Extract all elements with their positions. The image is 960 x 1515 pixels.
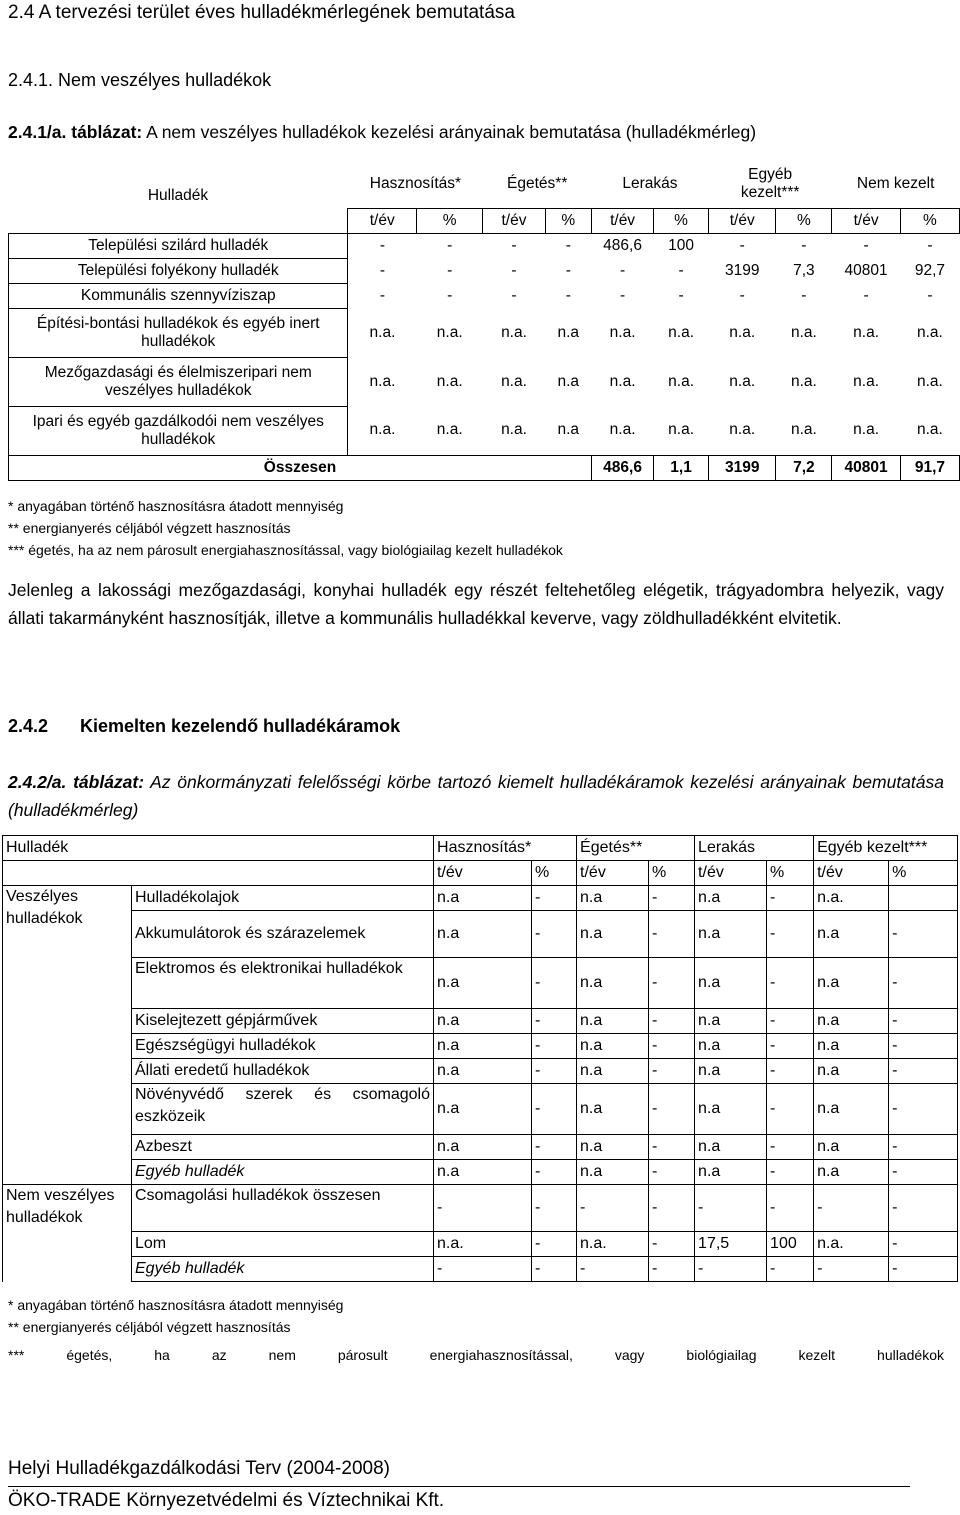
table2-header-row (3, 836, 958, 861)
table1-unit: % (900, 208, 959, 233)
table1-cell: - (565, 286, 571, 304)
table2-cell: - (767, 1160, 814, 1185)
table2-group-header: Égetés** (577, 836, 695, 861)
table2-row-label: Elektromos és elektronikai hulladékok (132, 958, 434, 1009)
table2-row (3, 1059, 958, 1084)
table2-unit: % (767, 861, 814, 886)
table1-cell: 40801 (844, 261, 888, 279)
table1-cell: 100 (668, 236, 695, 254)
table1-note: *** égetés, ha az nem párosult energiahasznosítással, vagy biológiailag kezelt hulladékok (8, 542, 563, 558)
table1-total-cell: 91,7 (900, 455, 959, 480)
table1-unit: t/év (348, 208, 417, 233)
table1-body (9, 233, 960, 455)
table2-note: *** égetés, ha az nem párosult energiahasznosítással, vagy biológiailag kezelt hulladékok (8, 1347, 944, 1363)
table1-cell: n.a. (853, 421, 880, 439)
table2-cell: - (767, 1084, 814, 1135)
table2-group-header: Lerakás (695, 836, 814, 861)
table1-cell: - (739, 286, 745, 304)
table1 (8, 160, 960, 481)
table1-cell: - (565, 261, 571, 279)
table2-row (3, 1232, 958, 1257)
table1-unit: t/év (708, 208, 775, 233)
table1-cell: - (619, 261, 626, 279)
table2-row-label: Kiselejtezett gépjárművek (132, 1009, 434, 1034)
table2-cell: - (532, 911, 577, 958)
table1-cell: - (379, 261, 386, 279)
table1-cell: - (379, 236, 386, 254)
table2-cell: n.a (695, 1084, 767, 1135)
table1-unit: t/év (591, 208, 653, 233)
table2-row-label: Azbeszt (132, 1135, 434, 1160)
table1-cell: - (511, 236, 517, 254)
body-paragraph: Jelenleg a lakossági mezőgazdasági, konyhai hulladék egy részét feltehetőleg elégetik, trágyadombra helyezik, vagy állati takarmányként hasznosítják, illetve a kommunális hulladékkal keverve, vagy zöldhulladékként elvitetik. (8, 580, 944, 628)
table2-cell: n.a (434, 1084, 532, 1135)
table2-row (3, 958, 958, 1009)
table2-row (3, 1084, 958, 1135)
table2-cell: n.a (814, 1034, 889, 1059)
table2-row (3, 911, 958, 958)
table2-cell: - (649, 1160, 695, 1185)
table1-total-row (9, 455, 960, 480)
table1-cell: 486,6 (603, 236, 642, 254)
table1-cell: n.a. (668, 421, 694, 439)
table1-group-header: Nem kezelt (856, 174, 935, 192)
table2-cell: - (649, 1185, 695, 1232)
table2-unit: t/év (434, 861, 532, 886)
table2-note: * anyagában történő hasznosításra átadott mennyiség (8, 1297, 344, 1313)
table1-note: ** energianyerés céljából végzett hasznosítás (8, 520, 291, 536)
table1-cell: n.a. (729, 372, 756, 390)
table2-cell: - (889, 1009, 958, 1034)
table1-cell: n.a. (436, 323, 463, 341)
table2-cell: - (649, 1135, 695, 1160)
table2-row-label: Egyéb hulladék (132, 1257, 434, 1282)
table2-cell: 100 (767, 1232, 814, 1257)
table1-cell: - (678, 261, 684, 279)
table2-cell: - (889, 911, 958, 958)
table2-cell: - (532, 886, 577, 911)
table2-cell: n.a (814, 1009, 889, 1034)
table2-unit: t/év (814, 861, 889, 886)
table1-cell: - (801, 286, 807, 304)
table2-cell: - (434, 1257, 532, 1282)
table1-cell: n.a. (369, 323, 396, 341)
table2-row-label: Hulladékolajok (132, 886, 434, 911)
table1-cell: - (863, 286, 869, 304)
table1-total-cell: 1,1 (654, 455, 709, 480)
table2-cell: - (649, 1084, 695, 1135)
table1-cell: n.a. (501, 372, 527, 390)
subsection-heading: 2.4.1. Nem veszélyes hulladékok (8, 70, 272, 90)
table2-cell: n.a (577, 1160, 649, 1185)
table1-row-label: Mezőgazdasági és élelmiszeripari nem veszélyes hulladékok (9, 357, 348, 406)
table2-unit: t/év (695, 861, 767, 886)
table2-group-header: Egyéb kezelt*** (814, 836, 958, 861)
table1-total-cell: 7,2 (776, 455, 832, 480)
table1-cell: 92,7 (914, 261, 945, 279)
table2-row-label: Növényvédő szerek és csomagoló eszközeik (132, 1084, 434, 1135)
table2-notes (8, 1294, 944, 1366)
table1-cell: 3199 (724, 261, 760, 279)
table1-unit: % (776, 208, 832, 233)
table1-note: * anyagában történő hasznosításra átadott mennyiség (8, 498, 344, 514)
table2-cell: - (649, 1009, 695, 1034)
table1-group-header: Egyéb kezelt*** (740, 165, 800, 201)
table1-group-header: Hasznosítás* (369, 174, 462, 192)
table2-cell: - (649, 958, 695, 1009)
table2-cell: - (649, 1257, 695, 1282)
table2-cell: n.a (577, 1034, 649, 1059)
table2-cell: - (814, 1185, 889, 1232)
table2-cell: - (532, 1135, 577, 1160)
table1-cell: - (619, 286, 626, 304)
table1-cell: n.a (557, 323, 580, 341)
table2-cell: n.a. (814, 886, 889, 911)
table2-cell: n.a (814, 1135, 889, 1160)
table2-unit: % (889, 861, 958, 886)
table2-cell: n.a (695, 958, 767, 1009)
table1-caption-text: A nem veszélyes hulladékok kezelési arányainak bemutatása (hulladékmérleg) (142, 122, 757, 142)
table1-row (9, 233, 960, 258)
table2-cell: - (434, 1185, 532, 1232)
footer-rule (8, 1486, 910, 1487)
table2-category: Nem veszélyes hulladékok (3, 1185, 132, 1282)
table1-row (9, 406, 960, 455)
table2-category: Veszélyes hulladékok (3, 886, 132, 1185)
table2-cell: - (767, 1034, 814, 1059)
table2-cell: n.a (577, 1059, 649, 1084)
table2-cell: - (649, 911, 695, 958)
table2-cell: n.a (695, 886, 767, 911)
table1-cell: - (801, 236, 807, 254)
table2-row (3, 886, 958, 911)
table1-cell: n.a. (790, 372, 817, 390)
table1-caption-prefix: 2.4.1/a. táblázat: (8, 122, 143, 142)
table2-cell: - (889, 1135, 958, 1160)
table1-cell: - (863, 236, 869, 254)
table1-cell: n.a. (436, 421, 463, 439)
table2-row-label: Egészségügyi hulladékok (132, 1034, 434, 1059)
table1-total-cell: 486,6 (591, 455, 653, 480)
table2-cell: - (814, 1257, 889, 1282)
table2-units-row (3, 861, 958, 886)
table2-cell: - (532, 1257, 577, 1282)
table1-cell: n.a. (916, 372, 943, 390)
table1-row-label: Települési folyékony hulladék (9, 258, 348, 283)
table1-caption (8, 122, 756, 143)
table2-cell: n.a (814, 1059, 889, 1084)
table2-cell: n.a (577, 1009, 649, 1034)
table2-cell: - (889, 1084, 958, 1135)
table2-cell: - (532, 1034, 577, 1059)
table1-cell: n.a. (501, 323, 527, 341)
table1-cell: n.a. (853, 323, 880, 341)
table1-unit: % (416, 208, 482, 233)
table1-total-label: Összesen (9, 455, 592, 480)
table2-cell: - (767, 1009, 814, 1034)
table2-caption (8, 768, 944, 824)
table2-cell: n.a (814, 1084, 889, 1135)
table2-cell: - (695, 1257, 767, 1282)
table1-cell: n.a. (369, 421, 396, 439)
table1-cell: - (447, 236, 453, 254)
table1-cell: n.a. (853, 372, 880, 390)
table1-cell: - (678, 286, 684, 304)
table2-cell: n.a (434, 1160, 532, 1185)
table1-cell: - (739, 236, 745, 254)
table2-row (3, 1185, 958, 1232)
section2-number: 2.4.2 (8, 716, 49, 736)
table2-cell: - (577, 1257, 649, 1282)
table2 (2, 835, 958, 1282)
table1-header-row (9, 160, 960, 208)
table2-cell: n.a (577, 911, 649, 958)
table2-cell: n.a (434, 1135, 532, 1160)
table2-group-header: Hasznosítás* (434, 836, 577, 861)
table2-cell: n.a (434, 958, 532, 1009)
table2-cell: n.a (695, 911, 767, 958)
table2-unit: t/év (577, 861, 649, 886)
table2-row-label: Csomagolási hulladékok összesen (132, 1185, 434, 1232)
table2-cell: - (767, 1135, 814, 1160)
table1-cell: n.a. (668, 372, 694, 390)
table1-unit: t/év (832, 208, 901, 233)
table1-cell: n.a. (790, 323, 817, 341)
table2-cell: - (649, 1232, 695, 1257)
table1-cell: n.a. (609, 372, 636, 390)
table2-cell: n.a (434, 1059, 532, 1084)
table2-cell: n.a (695, 1160, 767, 1185)
table2-cell: n.a (814, 911, 889, 958)
table1-cell: n.a. (609, 421, 636, 439)
table1-notes (8, 495, 563, 561)
table2-cell: - (532, 1084, 577, 1135)
table1-cell: n.a. (729, 323, 756, 341)
table1-row (9, 283, 960, 308)
footer-plan-title: Helyi Hulladékgazdálkodási Terv (2004-2008) (8, 1458, 390, 1479)
table1-cell: n.a. (916, 421, 943, 439)
table2-row-label: Lom (132, 1232, 434, 1257)
table1-row (9, 258, 960, 283)
table2-cell: - (767, 1059, 814, 1084)
table1-cell: n.a. (916, 323, 943, 341)
table2-row-label: Állati eredetű hulladékok (132, 1059, 434, 1084)
table1-cell: - (511, 286, 517, 304)
table2-cell: - (889, 1059, 958, 1084)
table2-row (3, 1257, 958, 1282)
table1-col-waste: Hulladék (147, 187, 209, 205)
table1-cell: n.a. (729, 421, 756, 439)
table2-cell: - (889, 1257, 958, 1282)
table2-cell: n.a (577, 1084, 649, 1135)
table2-cell: - (532, 1232, 577, 1257)
section2-heading (8, 716, 400, 737)
table1-row-label: Építési-bontási hulladékok és egyéb inert hulladékok (9, 308, 348, 357)
table1-cell: n.a. (436, 372, 463, 390)
table1-cell: n.a (557, 372, 580, 390)
table1-total-cell: 40801 (832, 455, 901, 480)
table2-units-spacer (3, 861, 434, 886)
table2-cell: - (649, 886, 695, 911)
table2-cell: - (767, 911, 814, 958)
table1-cell: - (927, 286, 933, 304)
table1-cell: n.a. (369, 372, 396, 390)
table1-cell: n.a. (668, 323, 694, 341)
table2-cell: n.a (577, 886, 649, 911)
table1-cell: - (447, 286, 453, 304)
table2-cell: - (767, 1257, 814, 1282)
table2-cell: - (889, 958, 958, 1009)
table2-cell: n.a. (577, 1232, 649, 1257)
table1-cell: - (565, 236, 571, 254)
table2-cell: n.a (695, 1059, 767, 1084)
table2-cell: n.a (695, 1034, 767, 1059)
table1-row-label: Települési szilárd hulladék (9, 233, 348, 258)
table2-cell: n.a. (434, 1232, 532, 1257)
table1-cell: - (927, 236, 933, 254)
table2-cell: - (532, 1160, 577, 1185)
table1-cell: n.a. (501, 421, 527, 439)
table1-group-header: Lerakás (622, 174, 678, 192)
table1-group-header: Égetés** (507, 174, 568, 192)
section2-title: Kiemelten kezelendő hulladékáramok (80, 716, 401, 736)
table2-cell: n.a. (814, 1232, 889, 1257)
table2-cell: - (889, 1185, 958, 1232)
table2-caption-text: Az önkormányzati felelősségi körbe tartozó kiemelt hulladékáramok kezelési arányainak bemutatása (hulladékmérleg) (8, 772, 944, 820)
table2-cell: - (767, 886, 814, 911)
table1-cell: n.a (557, 421, 580, 439)
table1-row (9, 308, 960, 357)
table2-cell: n.a (695, 1135, 767, 1160)
table2-caption-prefix: 2.4.2/a. táblázat: (8, 772, 145, 792)
table2-row (3, 1034, 958, 1059)
table1-row (9, 357, 960, 406)
table1-cell: n.a. (790, 421, 817, 439)
table2-row-label: Akkumulátorok és szárazelemek (132, 911, 434, 958)
table2-cell: n.a (695, 1009, 767, 1034)
table2-cell: n.a (814, 1160, 889, 1185)
table2-row (3, 1009, 958, 1034)
table2-row (3, 1135, 958, 1160)
table1-cell: 7,3 (793, 261, 815, 279)
table2-cell: - (889, 1034, 958, 1059)
table1-cell: - (447, 261, 453, 279)
table1-row-label: Kommunális szennyvíziszap (9, 283, 348, 308)
table2-cell: n.a (434, 1009, 532, 1034)
table2-cell: n.a (434, 1034, 532, 1059)
table2-row (3, 1160, 958, 1185)
table2-cell: - (889, 1160, 958, 1185)
table2-cell: n.a (577, 1135, 649, 1160)
section-heading: 2.4 A tervezési terület éves hulladékmérlegének bemutatása (8, 2, 515, 23)
table2-cell: - (649, 1059, 695, 1084)
table1-cell: n.a. (609, 323, 636, 341)
table2-cell: - (532, 958, 577, 1009)
table2-cell: - (695, 1185, 767, 1232)
table2-body (3, 886, 958, 1282)
table2-row-label: Egyéb hulladék (132, 1160, 434, 1185)
footer-company: ÖKO-TRADE Környezetvédelmi és Víztechnikai Kft. (8, 1490, 445, 1511)
table2-note: ** energianyerés céljából végzett hasznosítás (8, 1319, 291, 1335)
table2-cell (889, 886, 958, 911)
table2-col-waste: Hulladék (3, 836, 434, 861)
table2-unit: % (532, 861, 577, 886)
table2-cell: - (577, 1185, 649, 1232)
table1-unit: t/év (483, 208, 545, 233)
table2-cell: - (889, 1232, 958, 1257)
table2-cell: - (532, 1009, 577, 1034)
table2-cell: n.a (434, 911, 532, 958)
table2-cell: n.a (434, 886, 532, 911)
table2-cell: n.a (577, 958, 649, 1009)
table2-unit: % (649, 861, 695, 886)
table1-cell: - (379, 286, 386, 304)
table2-cell: - (532, 1059, 577, 1084)
table2-cell: - (767, 958, 814, 1009)
table2-cell: n.a (814, 958, 889, 1009)
table1-row-label: Ipari és egyéb gazdálkodói nem veszélyes hulladékok (9, 406, 348, 455)
table2-cell: - (649, 1034, 695, 1059)
table2-cell: 17,5 (695, 1232, 767, 1257)
table2-cell: - (767, 1185, 814, 1232)
table1-cell: - (511, 261, 517, 279)
table1-unit: % (545, 208, 591, 233)
table1-total-cell: 3199 (708, 455, 775, 480)
table2-cell: - (532, 1185, 577, 1232)
table1-unit: % (654, 208, 709, 233)
